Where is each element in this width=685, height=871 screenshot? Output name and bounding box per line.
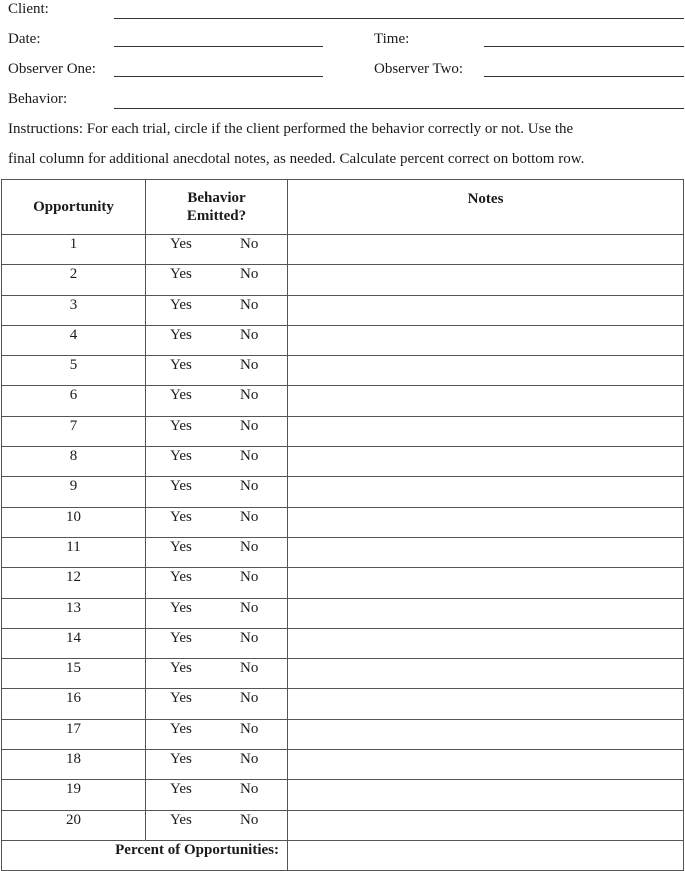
no-option[interactable]: No (240, 690, 259, 707)
opportunity-number: 18 (2, 750, 146, 780)
yes-option[interactable]: Yes (170, 326, 192, 343)
behavior-emitted-cell (146, 689, 288, 719)
no-option[interactable]: No (240, 811, 259, 828)
observer-two-field[interactable] (484, 76, 684, 77)
opportunity-number: 10 (2, 507, 146, 537)
no-option[interactable]: No (240, 720, 259, 737)
header-behavior-emitted (146, 180, 288, 235)
date-field[interactable] (114, 46, 323, 47)
no-option[interactable]: No (240, 599, 259, 616)
behavior-emitted-cell (146, 507, 288, 537)
observer-one-label: Observer One: (8, 61, 96, 77)
opportunity-number: 7 (2, 416, 146, 446)
yes-option[interactable]: Yes (170, 357, 192, 374)
yes-option[interactable]: Yes (170, 417, 192, 434)
yes-option[interactable]: Yes (170, 387, 192, 404)
opportunity-number: 9 (2, 477, 146, 507)
table-row (2, 598, 684, 628)
table-row (2, 719, 684, 749)
notes-cell[interactable] (288, 689, 684, 719)
behavior-emitted-cell (146, 628, 288, 658)
yes-option[interactable]: Yes (170, 296, 192, 313)
yes-option[interactable]: Yes (170, 751, 192, 768)
yes-option[interactable]: Yes (170, 569, 192, 586)
no-option[interactable]: No (240, 569, 259, 586)
notes-cell[interactable] (288, 659, 684, 689)
table-row (2, 810, 684, 840)
opportunity-number: 2 (2, 265, 146, 295)
yes-option[interactable]: Yes (170, 508, 192, 525)
opportunity-number: 6 (2, 386, 146, 416)
notes-cell[interactable] (288, 356, 684, 386)
table-row (2, 235, 684, 265)
yes-option[interactable]: Yes (170, 266, 192, 283)
opportunity-number: 12 (2, 568, 146, 598)
yes-option[interactable]: Yes (170, 690, 192, 707)
behavior-emitted-cell (146, 537, 288, 567)
table-row (2, 780, 684, 810)
date-label: Date: (8, 31, 41, 47)
yes-option[interactable]: Yes (170, 629, 192, 646)
observer-one-field[interactable] (114, 76, 323, 77)
table-row (2, 537, 684, 567)
table-row (2, 295, 684, 325)
opportunity-number: 8 (2, 447, 146, 477)
notes-cell[interactable] (288, 295, 684, 325)
opportunity-number: 5 (2, 356, 146, 386)
header-behavior-line1: Behavior (187, 190, 246, 206)
header-behavior-line2: Emitted? (186, 208, 247, 224)
behavior-emitted-cell (146, 477, 288, 507)
table-row (2, 659, 684, 689)
percent-value-cell[interactable] (288, 840, 684, 870)
table-row (2, 356, 684, 386)
data-table (1, 179, 684, 871)
yes-option[interactable]: Yes (170, 236, 192, 252)
no-option[interactable]: No (240, 296, 259, 313)
behavior-emitted-cell (146, 598, 288, 628)
notes-cell[interactable] (288, 810, 684, 840)
behavior-emitted-cell (146, 750, 288, 780)
behavior-emitted-cell (146, 325, 288, 355)
header-opportunity: Opportunity (2, 180, 146, 235)
opportunity-number: 13 (2, 598, 146, 628)
notes-cell[interactable] (288, 568, 684, 598)
notes-cell[interactable] (288, 386, 684, 416)
behavior-emitted-cell (146, 447, 288, 477)
no-option[interactable]: No (240, 387, 259, 404)
yes-option[interactable]: Yes (170, 720, 192, 737)
no-option[interactable]: No (240, 326, 259, 343)
opportunity-number: 20 (2, 810, 146, 840)
table-row (2, 568, 684, 598)
behavior-emitted-cell (146, 235, 288, 265)
yes-option[interactable]: Yes (170, 538, 192, 555)
percent-label: Percent of Opportunities: (2, 840, 288, 870)
yes-option[interactable]: Yes (170, 781, 192, 798)
behavior-emitted-cell (146, 265, 288, 295)
opportunity-number: 11 (2, 537, 146, 567)
behavior-label: Behavior: (8, 91, 68, 107)
behavior-emitted-cell (146, 659, 288, 689)
observer-two-label: Observer Two: (374, 61, 464, 77)
no-option[interactable]: No (240, 508, 259, 525)
no-option[interactable]: No (240, 417, 259, 434)
opportunity-number: 3 (2, 295, 146, 325)
instructions-line-1: Instructions: For each trial, circle if the client performed the behavior correctly or not. Use the (8, 121, 574, 137)
table-row (2, 507, 684, 537)
no-option[interactable]: No (240, 660, 259, 677)
time-field[interactable] (484, 46, 684, 47)
yes-option[interactable]: Yes (170, 478, 192, 495)
behavior-field[interactable] (114, 108, 684, 109)
header-notes: Notes (288, 180, 684, 235)
table-row (2, 689, 684, 719)
header-row (2, 180, 684, 235)
yes-option[interactable]: Yes (170, 811, 192, 828)
notes-cell[interactable] (288, 416, 684, 446)
notes-cell[interactable] (288, 598, 684, 628)
table-row (2, 750, 684, 780)
no-option[interactable]: No (240, 236, 259, 252)
table-row (2, 447, 684, 477)
notes-cell[interactable] (288, 780, 684, 810)
opportunity-number: 19 (2, 780, 146, 810)
notes-cell[interactable] (288, 628, 684, 658)
behavior-emitted-cell (146, 780, 288, 810)
behavior-emitted-cell (146, 386, 288, 416)
no-option[interactable]: No (240, 781, 259, 798)
opportunity-number: 17 (2, 719, 146, 749)
table-row (2, 416, 684, 446)
client-label: Client: (8, 1, 49, 17)
behavior-emitted-cell (146, 719, 288, 749)
instructions-line-2: final column for additional anecdotal notes, as needed. Calculate percent correct on bottom row. (8, 151, 585, 167)
opportunity-number: 15 (2, 659, 146, 689)
time-label: Time: (374, 31, 410, 47)
no-option[interactable]: No (240, 538, 259, 555)
notes-cell[interactable] (288, 447, 684, 477)
notes-cell[interactable] (288, 265, 684, 295)
table-row (2, 325, 684, 355)
no-option[interactable]: No (240, 357, 259, 374)
no-option[interactable]: No (240, 478, 259, 495)
table-row (2, 628, 684, 658)
table-row (2, 386, 684, 416)
notes-cell[interactable] (288, 507, 684, 537)
yes-option[interactable]: Yes (170, 448, 192, 465)
behavior-emitted-cell (146, 568, 288, 598)
notes-cell[interactable] (288, 537, 684, 567)
opportunity-number: 1 (2, 235, 146, 265)
notes-cell[interactable] (288, 750, 684, 780)
behavior-emitted-cell (146, 295, 288, 325)
table-row (2, 477, 684, 507)
notes-cell[interactable] (288, 325, 684, 355)
notes-cell[interactable] (288, 477, 684, 507)
opportunity-number: 14 (2, 628, 146, 658)
footer-row (2, 840, 684, 870)
no-option[interactable]: No (240, 266, 259, 283)
notes-cell[interactable] (288, 719, 684, 749)
yes-option[interactable]: Yes (170, 660, 192, 677)
no-option[interactable]: No (240, 629, 259, 646)
behavior-emitted-cell (146, 416, 288, 446)
client-field[interactable] (114, 18, 684, 19)
behavior-emitted-cell (146, 356, 288, 386)
no-option[interactable]: No (240, 751, 259, 768)
yes-option[interactable]: Yes (170, 599, 192, 616)
opportunity-number: 16 (2, 689, 146, 719)
table-row (2, 265, 684, 295)
opportunity-number: 4 (2, 325, 146, 355)
behavior-emitted-cell (146, 810, 288, 840)
notes-cell[interactable] (288, 235, 684, 265)
no-option[interactable]: No (240, 448, 259, 465)
